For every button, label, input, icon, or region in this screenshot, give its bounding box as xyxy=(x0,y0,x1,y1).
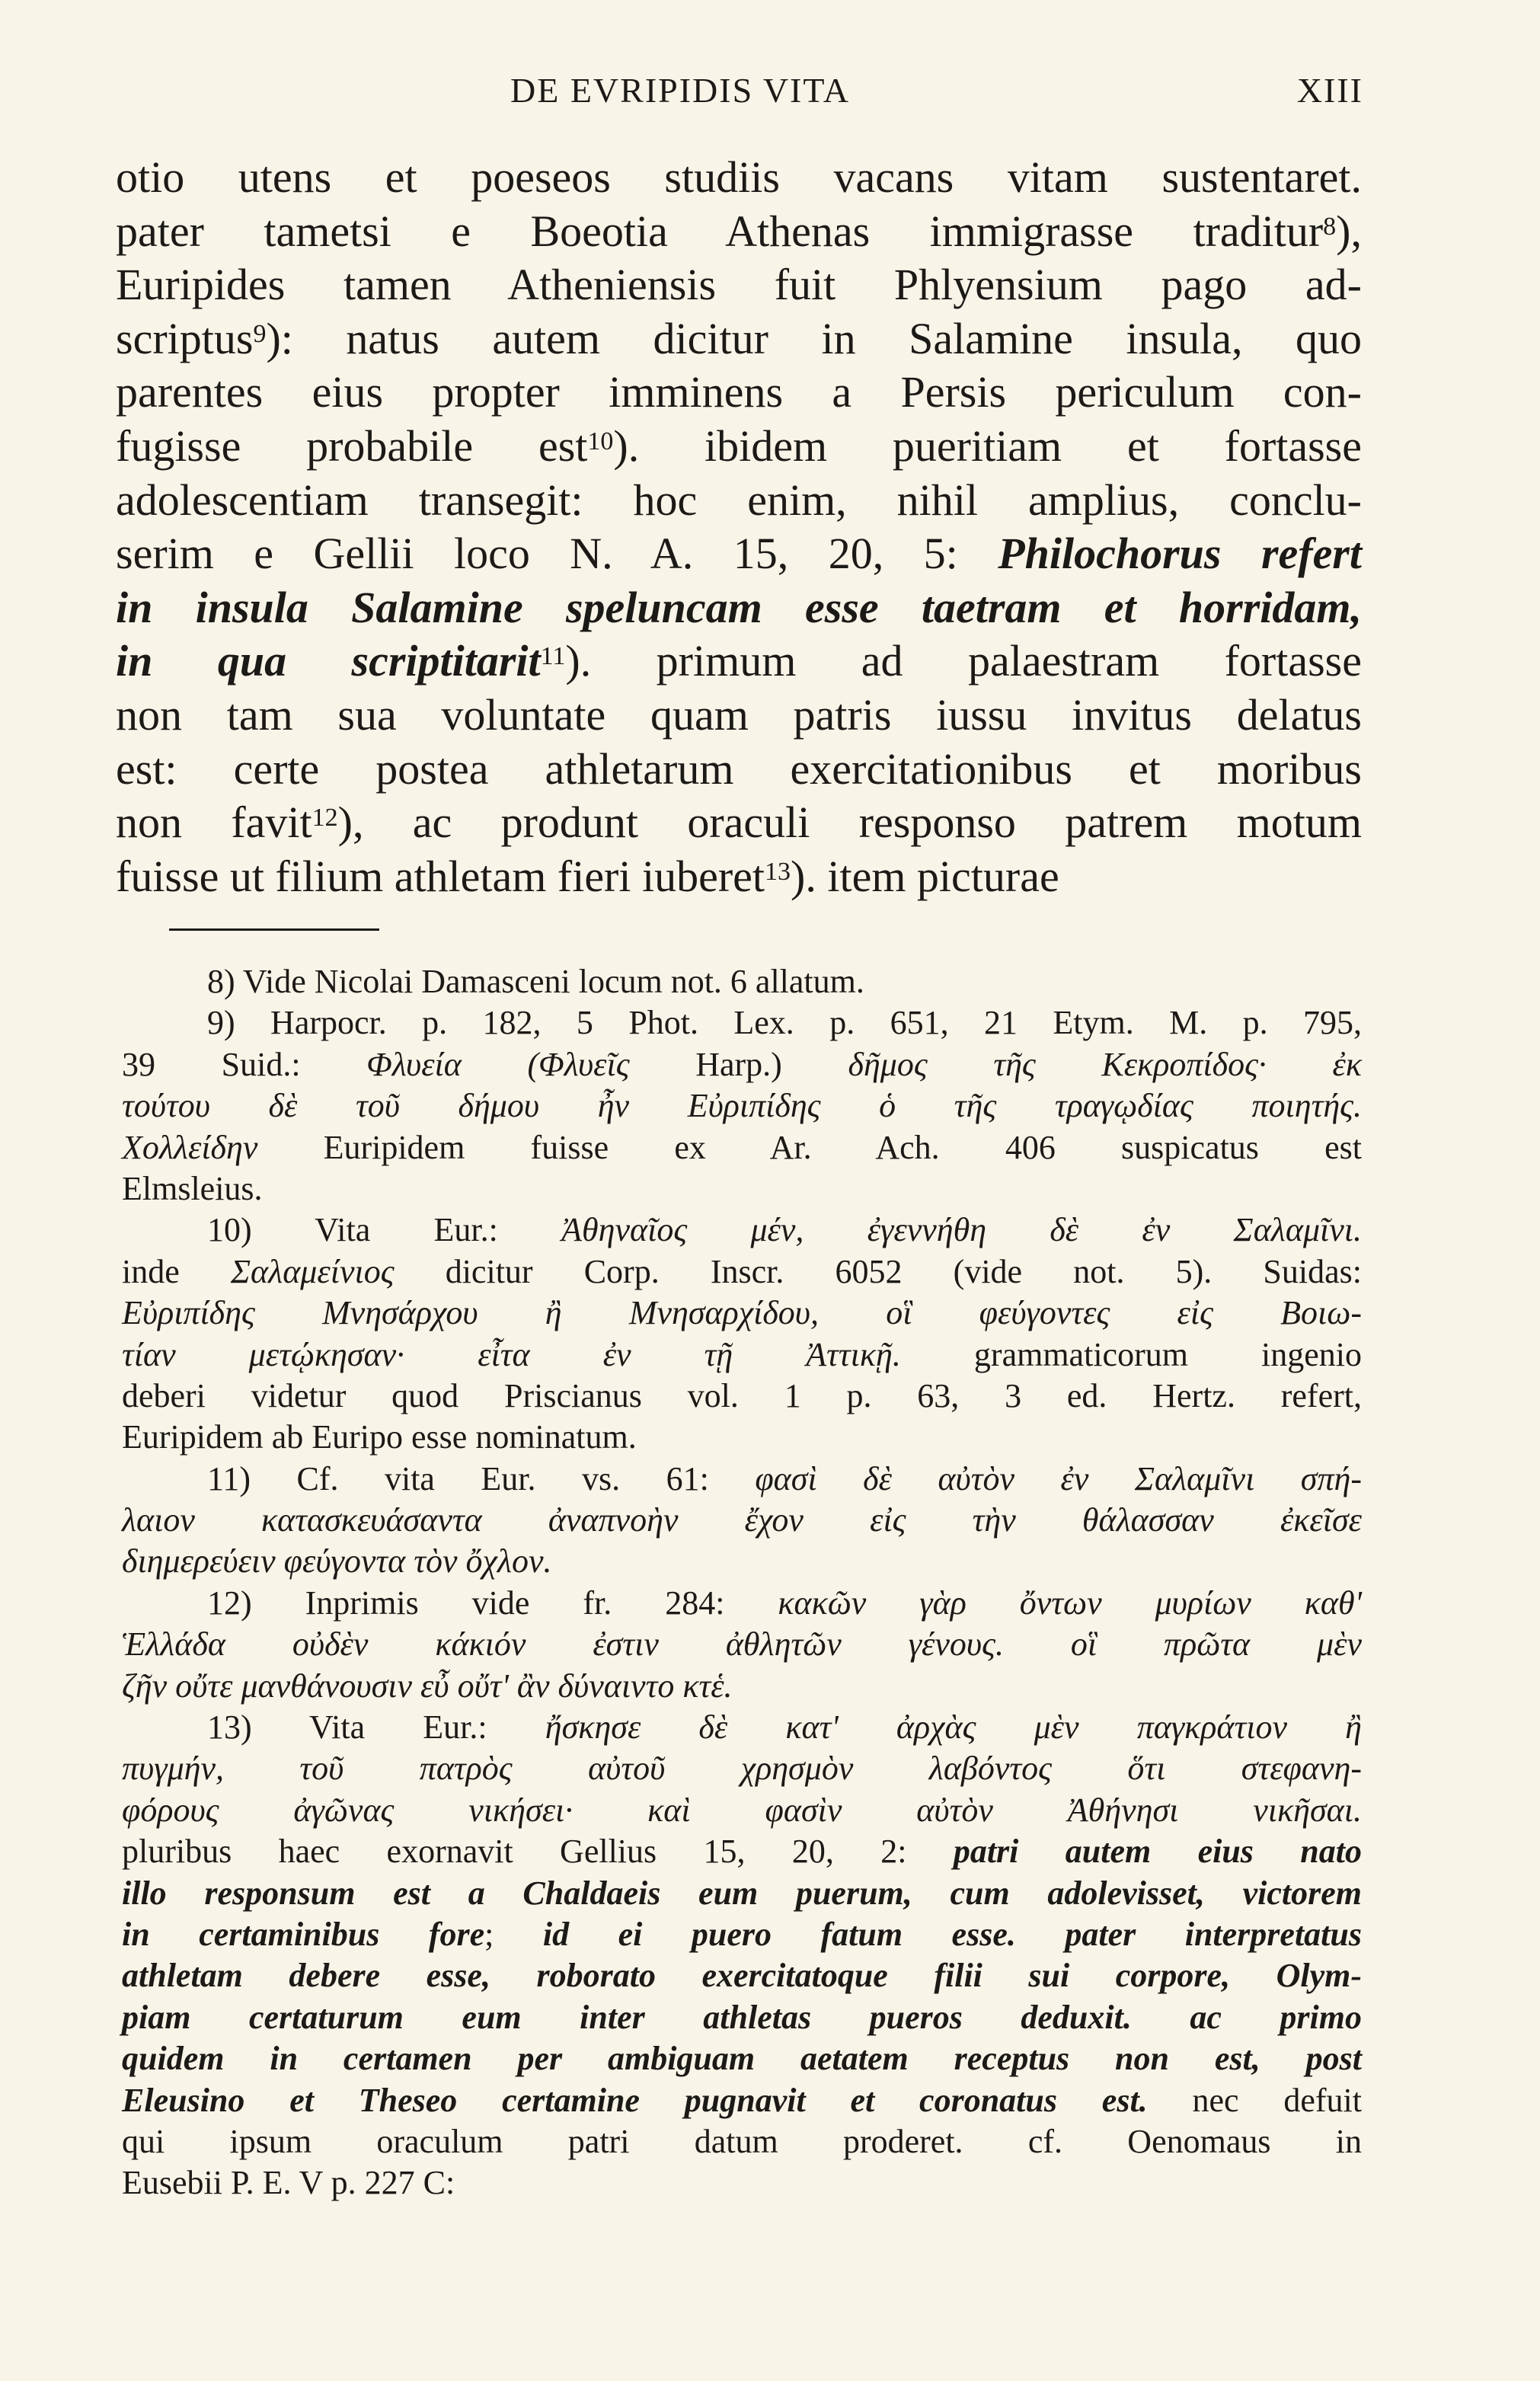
footnote-line: τούτου δὲ τοῦ δήμου ἦν Εὐριπίδης ὁ τῆς τραγῳδίας ποιητής. xyxy=(122,1087,1362,1125)
footnote-line: illo responsum est a Chaldaeis eum puerum, cum adolevisset, victorem xyxy=(122,1874,1362,1912)
footnote-line: Eleusino et Theseo certamine pugnavit et coronatus est. nec defuit xyxy=(122,2081,1362,2119)
footnote-line: quidem in certamen per ambiguam aetatem receptus non est, post xyxy=(122,2040,1362,2078)
footnote-line: λαιον κατασκευάσαντα ἀναπνοὴν ἔχον εἰς τὴν θάλασσαν ἐκεῖσε xyxy=(122,1501,1362,1539)
page-number: XIII xyxy=(1296,71,1363,110)
footnotes xyxy=(122,961,1362,2204)
quotation: Philochorus refert xyxy=(998,529,1362,579)
footnote-line: 39 Suid.: Φλυεία (Φλυεῖς Harp.) δῆμος τῆς Κεκροπίδος· ἐκ xyxy=(122,1045,1363,1083)
footnote-line: τίαν μετῴκησαν· εἶτα ἐν τῇ Ἀττικῇ. grammaticorum ingenio xyxy=(122,1335,1362,1373)
footnote-line: Ἑλλάδα οὐδὲν κάκιόν ἐστιν ἀθλητῶν γένους. οἳ πρῶτα μὲν xyxy=(122,1625,1362,1664)
footnote-ref: 9 xyxy=(253,319,267,348)
footnote-line: pluribus haec exornavit Gellius 15, 20, 2: patri autem eius nato xyxy=(122,1833,1362,1871)
running-title: DE EVRIPIDIS VITA xyxy=(510,71,851,110)
footnote-10: 10) Vita Eur.: Ἀθηναῖος μέν, ἐγεννήθη δὲ ἐν Σαλαμῖνι. xyxy=(207,1211,1363,1249)
text-line: in insula Salamine speluncam esse taetram et horridam, xyxy=(116,582,1362,632)
text-line: adolescentiam transegit: hoc enim, nihil amplius, conclu- xyxy=(116,475,1362,525)
footnote-ref: 10 xyxy=(587,427,614,455)
text-line: parentes eius propter imminens a Persis periculum con- xyxy=(116,367,1362,417)
footnote-ref: 8 xyxy=(1323,212,1337,241)
text-line: non tam sua voluntate quam patris iussu invitus delatus xyxy=(116,689,1362,740)
text-line: serim e Gellii loco N. A. 15, 20, 5: Philochorus refert xyxy=(116,529,1362,579)
footnote-9: 9) Harpocr. p. 182, 5 Phot. Lex. p. 651, 21 Etym. M. p. 795, xyxy=(207,1004,1362,1042)
text-line: est: certe postea athletarum exercitationibus et moribus xyxy=(116,743,1362,794)
footnote-line: φόρους ἀγῶνας νικήσει· καὶ φασὶν αὐτὸν Ἀθήνησι νικῆσαι. xyxy=(122,1791,1362,1829)
text-line: fugisse probabile est$^{10}$). ibidem pueritiam et fortasse xyxy=(116,420,1362,471)
text-line: in qua scriptitarit$^{11}$). primum ad palaestram fortasse xyxy=(116,636,1362,686)
text-line: otio utens et poeseos studiis vacans vitam sustentaret. xyxy=(116,152,1362,202)
footnote-11: 11) Cf. vita Eur. vs. 61: φασὶ δὲ αὐτὸν ἐν Σαλαμῖνι σπή- xyxy=(207,1459,1362,1497)
footnote-ref: 12 xyxy=(312,804,338,833)
footnote-line: Elmsleius. xyxy=(122,1169,263,1207)
running-head xyxy=(114,70,1363,116)
main-text xyxy=(116,151,1362,903)
footnote-ref: 11 xyxy=(540,642,566,671)
footnote-line: ζῆν οὔτε μανθάνουσιν εὖ οὔτ' ἂν δύναιντο κτἑ. xyxy=(122,1667,733,1705)
text-line: scriptus$^9$): natus autem dicitur in Salamine insula, quo xyxy=(116,313,1362,363)
footnote-line: Eusebii P. E. V p. 227 C: xyxy=(122,2164,455,2202)
footnote-line: διημερεύειν φεύγοντα τὸν ὄχλον. xyxy=(122,1542,552,1580)
footnote-line: inde Σαλαμείνιος dicitur Corp. Inscr. 6052 (vide not. 5). Suidas: xyxy=(122,1252,1362,1290)
text-line: fuisse ut filium athletam fieri iuberet$^{13}$). item picturae xyxy=(116,851,1059,901)
text-line: non favit$^{12}$), ac produnt oraculi responso patrem motum xyxy=(116,797,1362,848)
footnote-line: Euripidem ab Euripo esse nominatum. xyxy=(122,1418,637,1456)
footnote-line: athletam debere esse, roborato exercitatoque filii sui corpore, Olym- xyxy=(122,1957,1362,1995)
footnote-line: qui ipsum oraculum patri datum proderet. cf. Oenomaus in xyxy=(122,2122,1362,2160)
text-line: Euripides tamen Atheniensis fuit Phlyensium pago ad- xyxy=(116,260,1362,310)
footnote-line: Χολλείδην Euripidem fuisse ex Ar. Ach. 406 suspicatus est xyxy=(122,1128,1362,1166)
footnote-8: 8) Vide Nicolai Damasceni locum not. 6 allatum. xyxy=(207,963,864,1000)
footnote-12: 12) Inprimis vide fr. 284: κακῶν γὰρ ὄντων μυρίων καθ' xyxy=(207,1584,1362,1622)
footnote-line: πυγμήν, τοῦ πατρὸς αὐτοῦ χρησμὸν λαβόντος ὅτι στεφανη- xyxy=(122,1750,1362,1788)
footnote-line: Εὐριπίδης Μνησάρχου ἢ Μνησαρχίδου, οἳ φεύγοντες εἰς Βοιω- xyxy=(122,1294,1362,1332)
footnote-ref: 13 xyxy=(765,857,791,886)
text-line: pater tametsi e Boeotia Athenas immigrasse traditur$^8$), xyxy=(116,206,1362,256)
footnote-line: in certaminibus fore; id ei puero fatum esse. pater interpretatus xyxy=(122,1915,1363,1953)
footnote-separator xyxy=(169,928,379,931)
footnote-13: 13) Vita Eur.: ἤσκησε δὲ κατ' ἀρχὰς μὲν παγκράτιον ἢ xyxy=(207,1708,1362,1747)
footnote-line: piam certaturum eum inter athletas pueros deduxit. ac primo xyxy=(122,1998,1362,2036)
footnote-line: deberi videtur quod Priscianus vol. 1 p. 63, 3 ed. Hertz. refert, xyxy=(122,1376,1362,1414)
